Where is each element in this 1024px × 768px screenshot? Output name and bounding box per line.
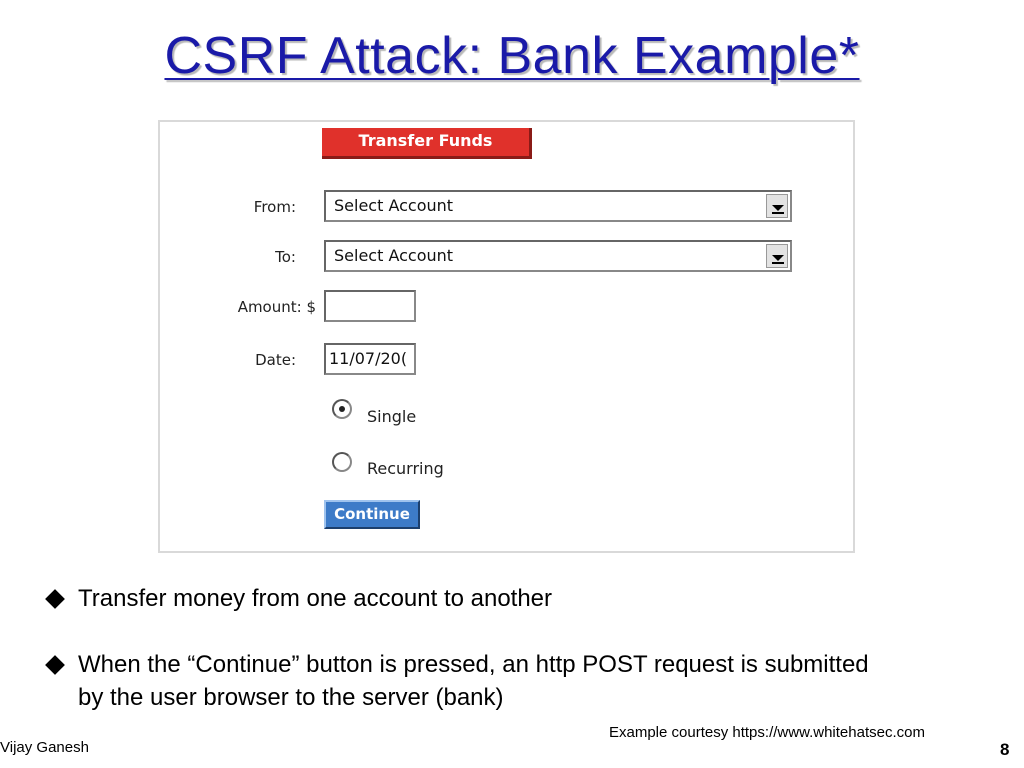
from-account-select[interactable]	[324, 190, 792, 222]
radio-single-label: Single	[367, 407, 417, 426]
diamond-bullet-icon	[45, 655, 65, 675]
chevron-down-icon	[766, 194, 788, 218]
from-select-value: Select Account	[334, 196, 454, 215]
page-number: 8	[1000, 740, 1010, 759]
courtesy-note: Example courtesy https://www.whitehatsec.com	[609, 724, 925, 741]
transfer-form-screenshot	[158, 120, 855, 553]
chevron-down-icon	[766, 244, 788, 268]
to-select-value: Select Account	[334, 246, 454, 265]
from-label: From:	[253, 198, 296, 216]
radio-single[interactable]	[332, 399, 352, 419]
radio-selected-dot	[339, 406, 345, 412]
radio-recurring-label: Recurring	[367, 459, 444, 478]
to-label: To:	[275, 248, 296, 266]
diamond-bullet-icon	[45, 589, 65, 609]
slide-title: CSRF Attack: Bank Example*	[164, 27, 860, 85]
amount-label: Amount: $	[237, 298, 316, 316]
date-input[interactable]: 11/07/20(	[324, 343, 416, 375]
to-account-select[interactable]	[324, 240, 792, 272]
date-label: Date:	[255, 351, 296, 369]
footer-author: Vijay Ganesh	[0, 739, 89, 756]
bullet-text: When the “Continue” button is pressed, an http POST request is submitted by the user browser to the server (bank)	[78, 651, 869, 711]
amount-input[interactable]	[324, 290, 416, 322]
radio-recurring[interactable]	[332, 452, 352, 472]
transfer-funds-header: Transfer Funds	[322, 128, 532, 159]
bullet-text: Transfer money from one account to another	[78, 585, 553, 612]
continue-button[interactable]: Continue	[324, 500, 420, 529]
